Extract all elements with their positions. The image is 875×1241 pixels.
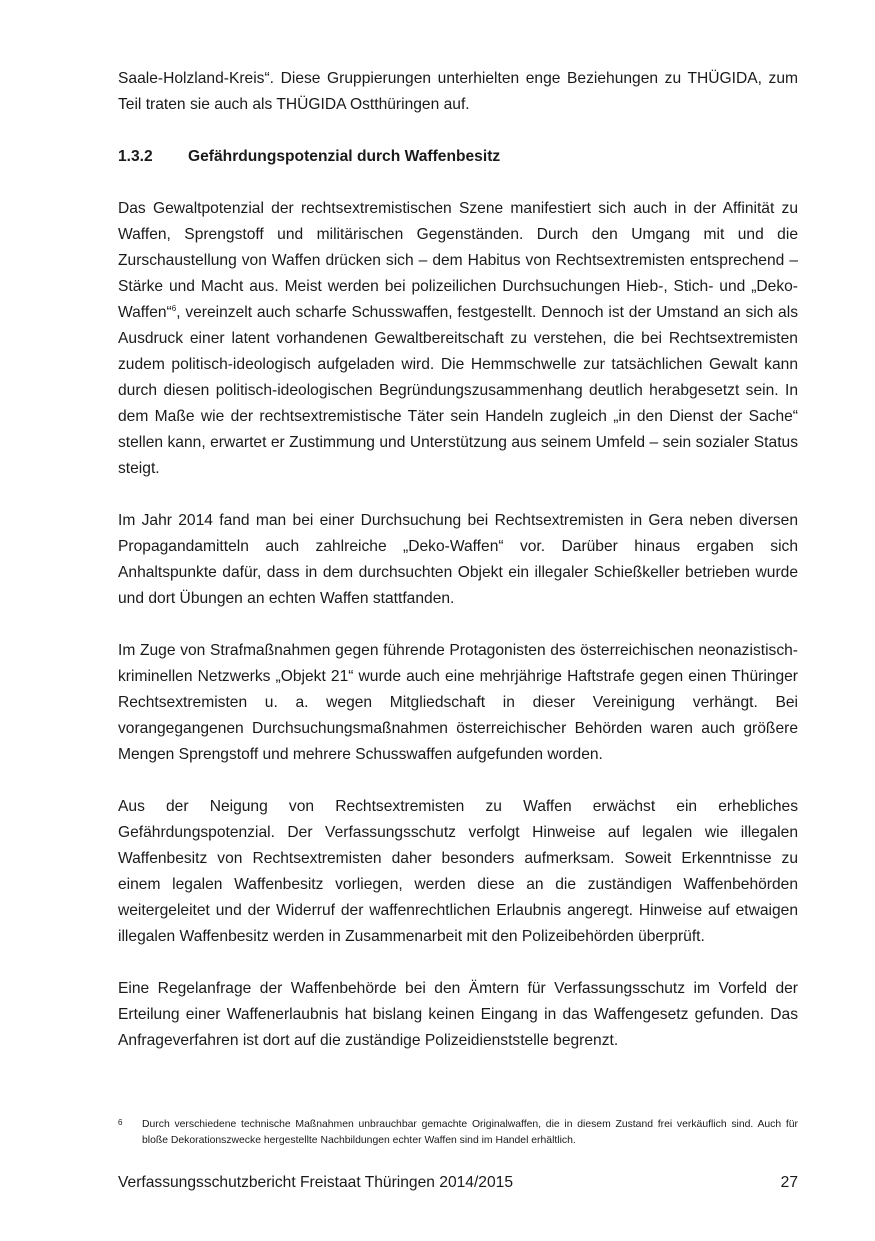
- section-title: Gefährdungspotenzial durch Waffenbesitz: [188, 148, 501, 165]
- paragraph-2: Im Jahr 2014 fand man bei einer Durchsuchung bei Rechtsextremisten in Gera neben diversen Propagandamitteln auch zahlreiche „Deko-Waffen“ vor. Darüber hinaus ergaben sich Anhaltspunkte dafür, dass in dem durchsuchten Objekt ein illegaler Schießkeller betrieben wurde und dort Übungen an echten Waffen stattfanden.: [118, 512, 798, 607]
- section-number: 1.3.2: [118, 148, 153, 165]
- footnote: [118, 1117, 798, 1149]
- paragraph-1-part-b: , vereinzelt auch scharfe Schusswaffen, festgestellt. Dennoch ist der Umstand an sich als Ausdruck einer latent vorhandenen Gewaltbereitschaft zu verstehen, die bei Rechtsextremisten zudem politisch-ideologisch aufgeladen wird. Die Hemmschwelle zur tatsächlichen Gewalt kann durch diesen politisch-ideologischen Begründungszusammenhang deutlich herabgesetzt sein. In dem Maße wie der rechtsextremistische Täter sein Handeln zugleich „in den Dienst der Sache“ stellen kann, erwartet er Zustimmung und Unterstützung aus seinem Umfeld – sein sozialer Status steigt.: [118, 304, 798, 477]
- page-body: [118, 66, 798, 1054]
- footnote-reference[interactable]: 6: [171, 303, 177, 313]
- footer-title: Verfassungsschutzbericht Freistaat Thüringen 2014/2015: [118, 1174, 513, 1191]
- intro-paragraph: Saale-Holzland-Kreis“. Diese Gruppierungen unterhielten enge Beziehungen zu THÜGIDA, zum Teil traten sie auch als THÜGIDA Ostthüringen auf.: [118, 70, 798, 113]
- paragraph-5: Eine Regelanfrage der Waffenbehörde bei den Ämtern für Verfassungsschutz im Vorfeld der Erteilung einer Waffenerlaubnis hat bislang keinen Eingang in das Waffengesetz gefunden. Das Anfrageverfahren ist dort auf die zuständige Polizeidienststelle begrenzt.: [118, 980, 798, 1049]
- page-number: 27: [780, 1174, 798, 1191]
- page-footer: [118, 1170, 798, 1196]
- paragraph-1-part-a: Das Gewaltpotenzial der rechtsextremistischen Szene manifestiert sich auch in der Affinität zu Waffen, Sprengstoff und militärischen Gegenständen. Durch den Umgang mit und die Zurschaustellung von Waffen drücken sich – dem Habitus von Rechtsextremisten entsprechend – Stärke und Macht aus. Meist werden bei polizeilichen Durchsuchungen Hieb-, Stich- und „Deko-Waffen“: [118, 200, 798, 321]
- paragraph-1: [118, 196, 798, 482]
- paragraph-3: Im Zuge von Strafmaßnahmen gegen führende Protagonisten des österreichischen neonazistisch-kriminellen Netzwerks „Objekt 21“ wurde auch eine mehrjährige Haftstrafe gegen einen Thüringer Rechtsextremisten u. a. wegen Mitgliedschaft in dieser Vereinigung verhängt. Bei vorangegangenen Durchsuchungsmaßnahmen österreichischer Behörden waren auch größere Mengen Sprengstoff und mehrere Schusswaffen aufgefunden worden.: [118, 642, 798, 763]
- footnote-text: Durch verschiedene technische Maßnahmen unbrauchbar gemachte Originalwaffen, die in diesem Zustand frei verkäuflich sind. Auch für bloße Dekorationszwecke hergestellte Nachbildungen echter Waffen sind im Handel erhältlich.: [142, 1119, 798, 1146]
- footnote-mark: 6: [118, 1118, 123, 1127]
- paragraph-4: Aus der Neigung von Rechtsextremisten zu Waffen erwächst ein erhebliches Gefährdungspotenzial. Der Verfassungsschutz verfolgt Hinweise auf legalen wie illegalen Waffenbesitz von Rechtsextremisten daher besonders aufmerksam. Soweit Erkenntnisse zu einem legalen Waffenbesitz vorliegen, werden diese an die zuständigen Waffenbehörden weitergeleitet und der Widerruf der waffenrechtlichen Erlaubnis angeregt. Hinweise auf etwaigen illegalen Waffenbesitz werden in Zusammenarbeit mit den Polizeibehörden überprüft.: [118, 798, 798, 945]
- section-heading: [118, 144, 798, 170]
